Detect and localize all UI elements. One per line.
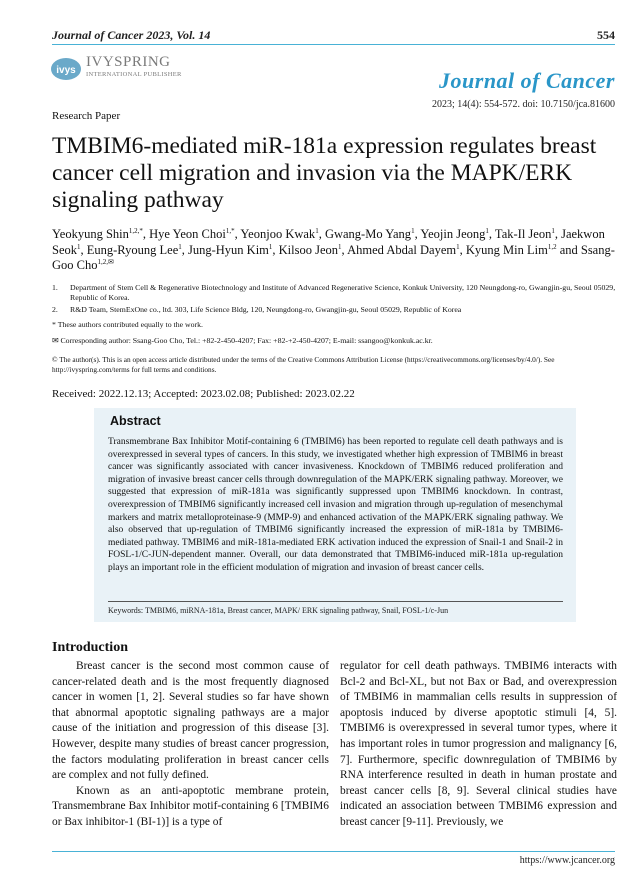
author: , Jaekwon Seok	[52, 227, 605, 257]
publisher-subtitle: INTERNATIONAL PUBLISHER	[86, 71, 182, 78]
ivy-leaf-icon	[50, 56, 82, 82]
author: , Eung-Ryoung Lee	[80, 242, 179, 257]
author-sup: 1	[338, 242, 342, 251]
affiliations	[52, 283, 617, 317]
paragraph: regulator for cell death pathways. TMBIM6 interacts with Bcl-2 and Bcl-XL, but not Bax or Bad, and overexpression of TMBIM6 in mammalian cells results in suppression of apoptosis induced by diverse apoptotic stimuli [4, 5]. TMBIM6 is overexpressed in several tumor types, where it has important roles in tumor progression and malignancy [6, 7]. Furthermore, specific downregulation of TMBIM6 by RNA interference resulted in death in human prostate and breast cancer cells [8, 9]. Several clinical studies have indicated an association between TMBIM6 expression and breast cancer [9-11]. Previously, we	[340, 660, 617, 828]
author-sup: 1	[315, 226, 319, 235]
affiliation-item	[52, 305, 617, 315]
author: and Ssang-Goo Cho	[52, 242, 615, 272]
author-sup: 1	[411, 226, 415, 235]
author-sup: 1	[178, 242, 182, 251]
running-head: Journal of Cancer 2023, Vol. 14	[52, 28, 211, 42]
author: Yeokyung Shin	[52, 227, 129, 241]
footer-url[interactable]: https://www.jcancer.org	[519, 855, 615, 866]
author-sup: 1	[551, 226, 555, 235]
publisher-name: IVYSPRING	[86, 54, 171, 70]
paragraph: Known as an anti-apoptotic membrane protein, Transmembrane Bax Inhibitor motif-containing 6 [TMBIM6 or Bax inhibitor-1 (BI-1)] is a type of	[52, 784, 329, 828]
author: , Ahmed Abdal Dayem	[341, 242, 457, 257]
section-heading-introduction: Introduction	[52, 640, 128, 655]
author-sup: 1	[268, 242, 273, 251]
body-column-right	[340, 659, 617, 831]
affiliation-number: 2.	[52, 305, 58, 314]
author: , Yeonjoo Kwak	[234, 227, 316, 241]
article-title: TMBIM6-mediated miR-181a expression regulates breast cancer cell migration and invasion via the MAPK/ERK signaling pathway	[52, 133, 597, 213]
keywords: Keywords: TMBIM6, miRNA-181a, Breast cancer, MAPK/ ERK signaling pathway, Snail, FOSL-1/c-Jun	[108, 606, 449, 615]
body-column-left	[52, 659, 329, 831]
paragraph: Breast cancer is the second most common cause of cancer-related death and is the most frequently diagnosed cancer in women [1, 2]. Several studies so far have shown that abnormal apoptotic signaling pathways are a major cause of the initiation and progression of this disease [3]. However, despite many studies of breast cancer progression, the factors modulating proliferation in breast cancer cells are complex and not fully defined.	[52, 660, 329, 782]
author-sup: 1	[77, 242, 81, 251]
author-sup: 1,2	[547, 242, 557, 251]
author: , Tak-Il Jeon	[488, 227, 552, 241]
header-rule	[52, 44, 615, 45]
affiliation-text: R&D Team, StemExOne co., ltd. 303, Life Science Bldg, 120, Neungdong-ro, Gwangjin-gu, Seoul 05029, Republic of Korea	[70, 305, 462, 314]
corresponding-author: ✉ Corresponding author: Ssang-Goo Cho, Tel.: +82-2-450-4207; Fax: +82-+2-450-4207; E-mail: ssangoo@konkuk.ac.kr.	[52, 336, 433, 345]
author: , Kilsoo Jeon	[272, 242, 339, 257]
abstract-text: Transmembrane Bax Inhibitor Motif-containing 6 (TMBIM6) has been reported to regulate cell death pathways and is overexpressed in several types of cancers. In this study, we investigated whether high expression of TMBIM6 in breast cancer was significantly associated with cancer invasiveness. Knockdown of TMBIM6 reduced proliferation and migration of invasive breast cancer cells through downregulation of the MAPK/ERK signaling pathway. Moreover, we suggested that expression of miR-181a was significantly suppressed upon TMBIM6 knockdown. In contrast, overexpression of TMBIM6 significantly increased cell invasion and migration through up-regulation of mesenchymal markers and matrix metalloproteinase-9 (MMP-9) and enhanced activation of the MAPK/ERK signaling pathway. We also observed that up-regulation of TMBIM6 significantly increased the expression of miR-181a by TMBIM6-mediated pathway. TMBIM6 and miR-181a-mediated ERK activation induced the expression of Snail-1 and Snail-2 in FOSL-1/C-JUN-dependent manner. Overall, our data demonstrated that TMBIM6-induced miR-181a up-regulation plays an important role in the efficient modulation of migration and invasion of breast cancer cells.	[108, 437, 563, 573]
footer-rule	[52, 851, 615, 852]
author: , Gwang-Mo Yang	[318, 227, 412, 241]
publication-dates: Received: 2022.12.13; Accepted: 2023.02.08; Published: 2023.02.22	[52, 388, 355, 400]
abstract-divider	[108, 601, 563, 602]
author-sup: 1	[485, 226, 489, 235]
journal-logo: Journal of Cancer	[439, 68, 615, 93]
author-list	[52, 227, 622, 274]
author-sup	[98, 258, 114, 266]
author-sup: 1,*	[225, 226, 235, 235]
author-sup: 1,2,*	[128, 226, 143, 235]
author-sup: 1	[456, 242, 460, 251]
affiliation-number: 1.	[52, 283, 58, 292]
license-notice: © The author(s). This is an open access article distributed under the terms of the Creative Commons Attribution License (https://creativecommons.org/licenses/by/4.0/). See http://ivyspring.com/terms for full terms and conditions.	[52, 355, 555, 374]
mail-icon: ✉	[108, 257, 114, 266]
page-number: 554	[597, 28, 615, 42]
svg-text:ivys: ivys	[56, 65, 76, 76]
author: , Yeojin Jeong	[414, 227, 486, 241]
author: , Hye Yeon Choi	[142, 227, 226, 241]
publisher-logo	[50, 54, 190, 84]
author: , Kyung Min Lim	[459, 242, 548, 257]
affiliation-text: Department of Stem Cell & Regenerative Biotechnology and Institute of Advanced Regenerative Science, Konkuk University, 120 Neungdong-ro, Gwangjin-gu, Seoul 05029, Republic of Korea.	[70, 283, 616, 302]
affiliation-item	[52, 283, 617, 303]
author-sup-text: 1,2,	[97, 257, 108, 266]
abstract-heading: Abstract	[110, 414, 161, 428]
contribution-note: * These authors contributed equally to the work.	[52, 320, 203, 329]
article-type: Research Paper	[52, 110, 121, 122]
author: , Jung-Hyun Kim	[181, 242, 269, 257]
citation: 2023; 14(4): 554-572. doi: 10.7150/jca.81600	[431, 99, 615, 110]
